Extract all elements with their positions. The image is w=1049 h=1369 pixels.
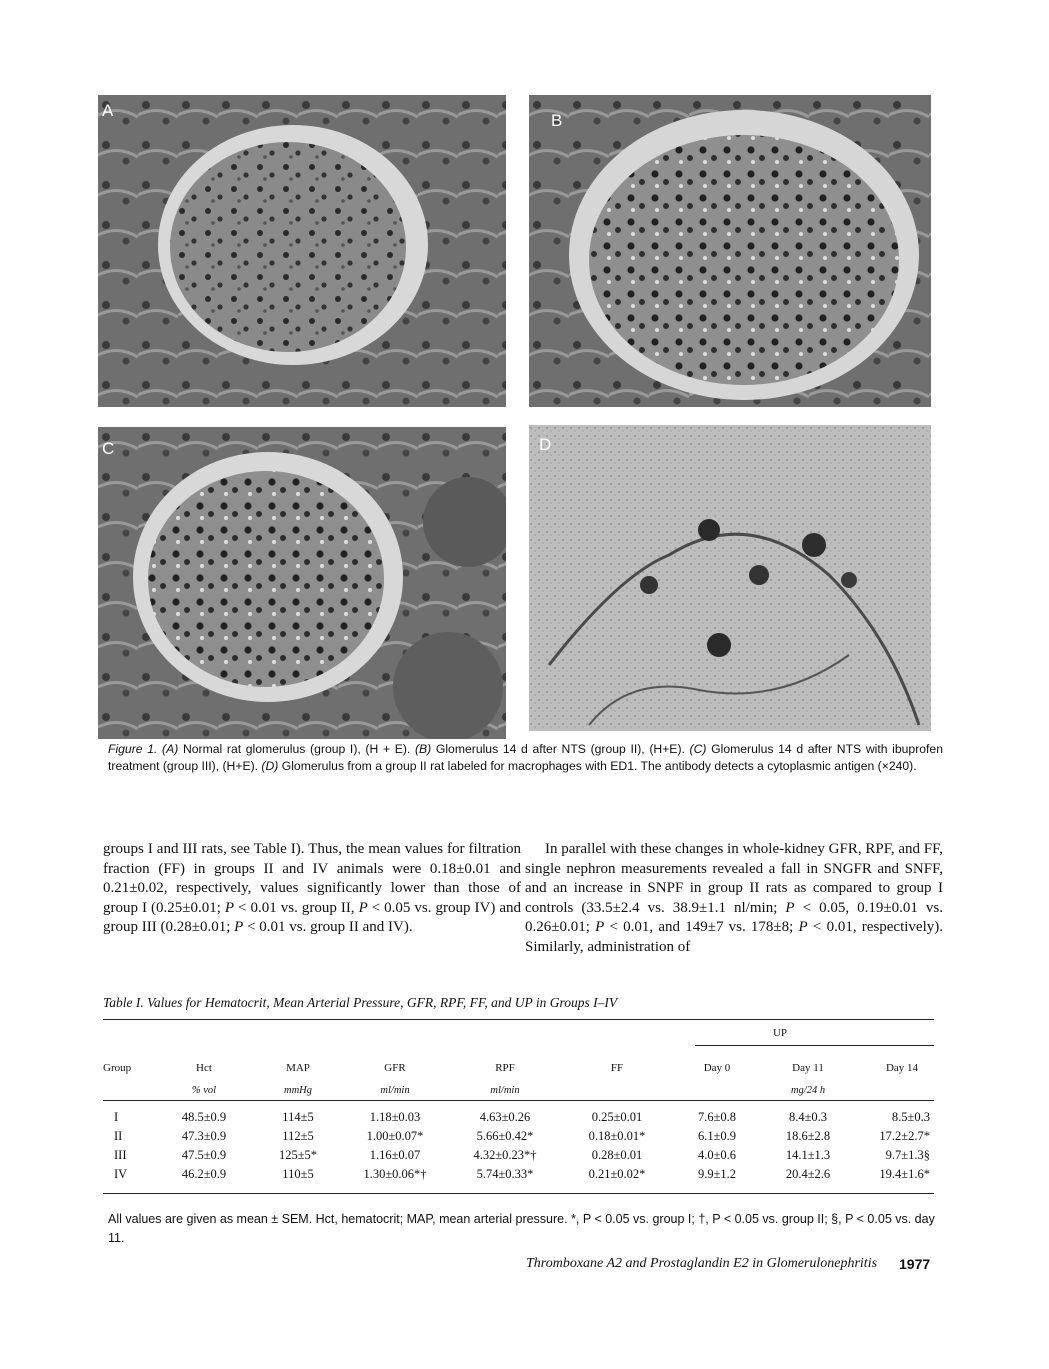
- table-row-group: IV: [114, 1167, 128, 1181]
- table-cell: 1.30±0.06*†: [363, 1167, 427, 1181]
- micrograph-b: [529, 95, 931, 407]
- table-cell: 1.18±0.03: [369, 1110, 421, 1124]
- table-cell: 19.4±1.6*: [879, 1167, 930, 1181]
- table-cell: 125±5*: [278, 1148, 318, 1162]
- table-bottom-rule: [103, 1193, 934, 1194]
- figure-panel-d: [529, 425, 931, 731]
- micrograph-d: [529, 425, 931, 731]
- figure-panel-a: [98, 95, 506, 407]
- table-cell: 8.5±0.3: [891, 1110, 930, 1124]
- table-cell: 4.0±0.6: [697, 1148, 737, 1162]
- panel-letter-b: B: [551, 111, 563, 130]
- table-footnote: All values are given as mean ± SEM. Hct, hematocrit; MAP, mean arterial pressure. *, P < 0.05 vs. group I; †, P < 0.05 vs. group II; §, P < 0.05 vs. day 11.: [108, 1212, 935, 1245]
- micrograph-a: [98, 95, 506, 407]
- col-header-gfr: GFR: [384, 1062, 406, 1074]
- table-cell: 4.63±0.26: [479, 1110, 531, 1124]
- table-cell: 46.2±0.9: [181, 1167, 227, 1181]
- unit-hct: % vol: [191, 1085, 217, 1096]
- page-number: 1977: [899, 1256, 931, 1272]
- col-header-day11: Day 11: [792, 1062, 824, 1074]
- micrograph-c: [98, 427, 506, 739]
- body-column-left: [103, 840, 521, 938]
- table-cell: 20.4±2.6: [785, 1167, 831, 1181]
- figure-panel-b: [529, 95, 931, 407]
- table-cell: 47.5±0.9: [181, 1148, 227, 1162]
- table-cell: 14.1±1.3: [785, 1148, 831, 1162]
- table-cell: 0.25±0.01: [591, 1110, 643, 1124]
- table-cell: 9.9±1.2: [697, 1167, 737, 1181]
- unit-gfr: ml/min: [380, 1085, 410, 1096]
- table-cell: 0.21±0.02*: [588, 1167, 646, 1181]
- unit-rpf: ml/min: [490, 1085, 520, 1096]
- col-header-rpf: RPF: [495, 1062, 515, 1074]
- table-cell: 47.3±0.9: [181, 1129, 227, 1143]
- table-row-group: III: [114, 1148, 127, 1162]
- table-cell: 6.1±0.9: [697, 1129, 737, 1143]
- figure-caption: Figure 1. (A) Normal rat glomerulus (group I), (H + E). (B) Glomerulus 14 d after NTS (group II), (H+E). (C) Glomerulus 14 d after NTS with ibuprofen treatment (group III), (H+E). (D) Glomerulus from a group II rat labeled for macrophages with ED1. The antibody detects a cytoplasmic antigen (×240).: [108, 742, 943, 773]
- panel-letter-d: D: [539, 435, 552, 454]
- table-cell: 114±5: [282, 1110, 314, 1124]
- table-cell: 5.74±0.33*: [476, 1167, 534, 1181]
- table-cell: 7.6±0.8: [697, 1110, 737, 1124]
- col-header-hct: Hct: [196, 1062, 212, 1074]
- paragraph: In parallel with these changes in whole-kidney GFR, RPF, and FF, single nephron measurements revealed a fall in SNGFR and SNFF, and an increase in SNPF in group II rats as compared to group I controls (33.5±2.4 vs. 38.9±1.1 nl/min; P < 0.05, 0.19±0.01 vs. 0.26±0.01; P < 0.01, and 149±7 vs. 178±8; P < 0.01, respectively). Similarly, administration of: [525, 841, 944, 955]
- table-cell: 4.32±0.23*†: [473, 1148, 537, 1162]
- up-rule: [695, 1045, 934, 1046]
- table-cell: 1.00±0.07*: [366, 1129, 424, 1143]
- body-column-right: [525, 840, 943, 957]
- table-top-rule: [103, 1019, 934, 1020]
- table-cell: 5.66±0.42*: [476, 1129, 534, 1143]
- col-header-ff: FF: [610, 1062, 624, 1074]
- table-row-group: I: [114, 1110, 119, 1124]
- table-header-rule: [103, 1100, 934, 1101]
- col-header-day0: Day 0: [703, 1062, 731, 1074]
- col-header-group: Group: [103, 1062, 132, 1074]
- col-header-map: MAP: [286, 1062, 310, 1074]
- unit-up: mg/24 h: [790, 1085, 826, 1096]
- table-title: Table I. Values for Hematocrit, Mean Arterial Pressure, GFR, RPF, FF, and UP in Groups I–IV: [103, 995, 618, 1010]
- table-cell: 0.18±0.01*: [588, 1129, 646, 1143]
- table-cell: 112±5: [282, 1129, 314, 1143]
- table-cell: 48.5±0.9: [181, 1110, 227, 1124]
- up-header: UP: [772, 1027, 788, 1039]
- paragraph: groups I and III rats, see Table I). Thus, the mean values for filtration fraction (FF) in groups II and IV animals were 0.18±0.01 and 0.21±0.02, respectively, values significantly lower than those of group I (0.25±0.01; P < 0.01 vs. group II, P < 0.05 vs. group IV) and group III (0.28±0.01; P < 0.01 vs. group II and IV).: [103, 841, 521, 935]
- table-row-group: II: [114, 1129, 123, 1143]
- panel-letter-a: A: [102, 101, 114, 120]
- table-cell: 1.16±0.07: [369, 1148, 421, 1162]
- caption-label: Figure 1.: [108, 742, 158, 756]
- unit-map: mmHg: [284, 1085, 312, 1096]
- table-cell: 0.28±0.01: [591, 1148, 643, 1162]
- panel-letter-c: C: [102, 439, 115, 458]
- col-header-day14: Day 14: [885, 1062, 919, 1074]
- running-head: Thromboxane A2 and Prostaglandin E2 in Glomerulonephritis: [526, 1256, 878, 1271]
- table-cell: 9.7±1.3§: [885, 1148, 930, 1162]
- table-cell: 110±5: [282, 1167, 314, 1181]
- table-cell: 8.4±0.3: [788, 1110, 828, 1124]
- table-cell: 18.6±2.8: [785, 1129, 831, 1143]
- table-cell: 17.2±2.7*: [879, 1129, 930, 1143]
- figure-panel-c: [98, 427, 506, 739]
